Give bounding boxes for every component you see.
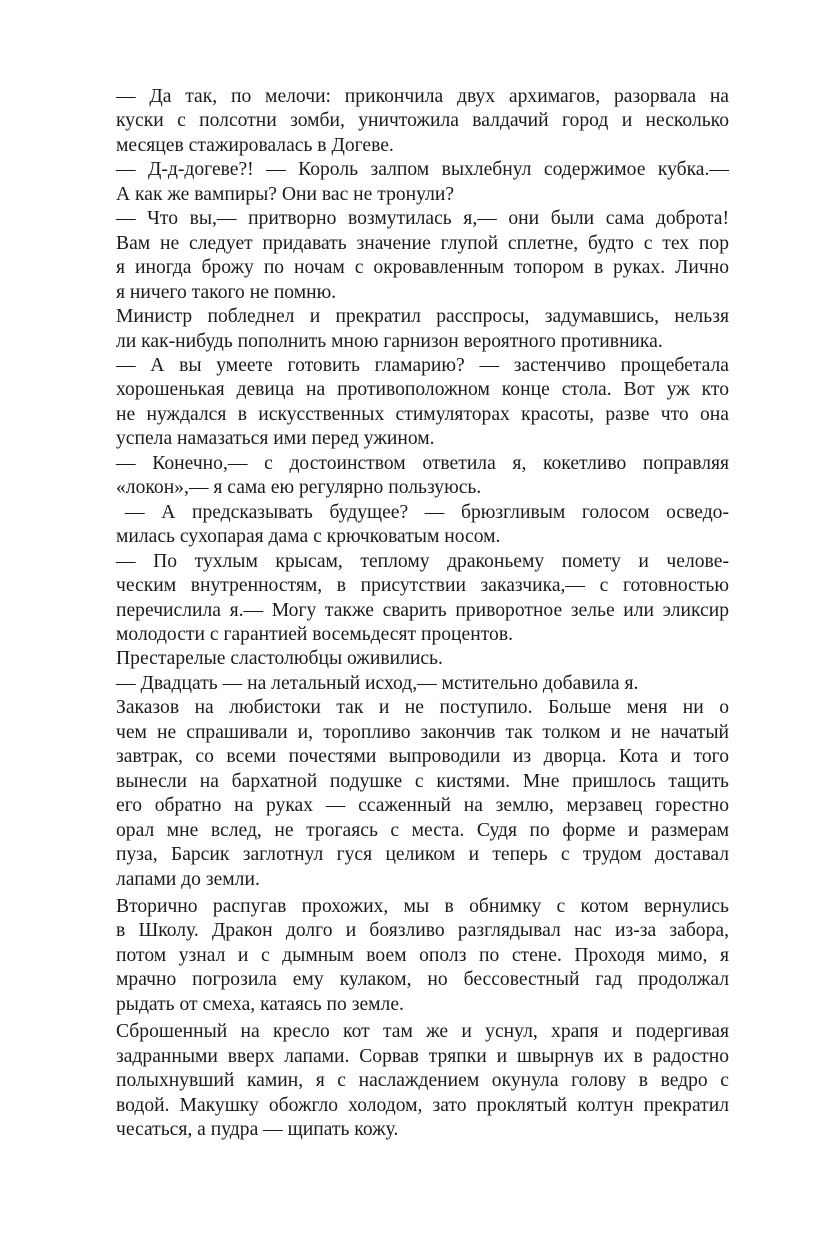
text-line: хорошенькая девица на противоположном конце стола. Вот уж кто [116, 379, 729, 401]
text-line: ческим внутренностям, в присутствии заказчика,— с готовностью [116, 575, 729, 597]
paragraph [89, 672, 729, 696]
text-line: потом узнал и с дымным воем ополз по стене. Проходя мимо, я [116, 944, 729, 966]
text-line: Сброшенный на кресло кот там же и уснул, храпя и подергивая [116, 1021, 729, 1043]
text-line: пуза, Барсик заглотнул гуся целиком и теперь с трудом доставал [116, 844, 729, 866]
text-line: Министр побледнел и прекратил расспросы, задумавшись, нельзя [116, 306, 729, 328]
text-line: вынесли на бархатной подушке с кистями. Мне пришлось тащить [116, 770, 729, 792]
paragraph [89, 647, 729, 671]
paragraph [89, 452, 729, 501]
text-line: — Д-д-догеве?! — Король залпом выхлебнул содержимое кубка.— [116, 159, 729, 181]
paragraph [89, 85, 729, 158]
text-line: орал мне вслед, не трогаясь с места. Судя по форме и размерам [116, 819, 729, 841]
text-line: молодости с гарантией восемьдесят процентов. [116, 623, 513, 645]
text-line: ли как-нибудь пополнить мною гарнизон вероятного противника. [116, 330, 663, 352]
text-line: его обратно на руках — ссаженный на землю, мерзавец горестно [116, 795, 729, 817]
text-line: чесаться, а пудра — щипать кожу. [116, 1119, 399, 1141]
paragraph [89, 354, 729, 452]
text-line: успела намазаться ими перед ужином. [116, 428, 435, 450]
text-line: задранными вверх лапами. Сорвав тряпки и швырнув их в радостно [116, 1045, 729, 1067]
text-line: Престарелые сластолюбцы оживились. [116, 648, 443, 670]
text-line: — Конечно,— с достоинством ответила я, кокетливо поправляя [116, 452, 729, 474]
text-line: не нуждался в искусственных стимуляторах красоты, разве что она [116, 403, 729, 425]
text-line: месяцев стажировалась в Догеве. [116, 134, 394, 156]
paragraph [89, 305, 729, 354]
paragraph [89, 696, 729, 892]
text-line: полыхнувший камин, я с наслаждением окунула голову в ведро с [116, 1070, 729, 1092]
text-line: я иногда брожу по ночам с окровавленным топором в руках. Лично [116, 257, 729, 279]
text-line: чем не спрашивали и, торопливо закончив так толком и не начатый [116, 721, 729, 743]
text-line: — По тухлым крысам, теплому драконьему помету и человe- [116, 550, 729, 572]
text-line: Вам не следует придавать значение глупой сплетне, будто с тех пор [116, 232, 729, 254]
text-line: «локон»,— я сама ею регулярно пользуюсь. [116, 477, 482, 499]
text-line: рыдать от смеха, катаясь по земле. [116, 993, 404, 1015]
text-line: лапами до земли. [116, 868, 260, 890]
book-page [89, 85, 729, 1142]
text-line: в Школу. Дракон долго и боязливо разглядывал нас из-за забора, [116, 920, 729, 942]
paragraph [89, 550, 729, 648]
text-line: водой. Макушку обожгло холодом, зато проклятый колтун прекратил [116, 1094, 729, 1116]
text-line: завтрак, со всеми почестями выпроводили из дворца. Кота и того [116, 746, 729, 768]
paragraph [89, 895, 729, 1017]
text-line: мрачно погрозила ему кулаком, но бессовестный гад продолжал [116, 969, 729, 991]
text-line: Заказов на любистоки так и не поступило. Больше меня ни о [116, 697, 729, 719]
text-line: куски с полсотни зомби, уничтожила валдачий город и несколько [116, 110, 729, 132]
text-line: А как же вампиры? Они вас не тронули? [116, 183, 455, 205]
text-line: перечислила я.— Могу также сварить приворотное зелье или эликсир [116, 599, 729, 621]
text-line: — А предсказывать будущее? — брюзгливым голосом осведо- [125, 501, 729, 523]
text-line: — А вы умеете готовить гламарию? — застенчиво прощебетала [116, 354, 729, 376]
text-line: Вторично распугав прохожих, мы в обнимку с котом вернулись [116, 895, 729, 917]
text-line: милась сухопарая дама с крючковатым носом. [116, 526, 501, 548]
paragraph [89, 207, 729, 305]
paragraph [89, 1020, 729, 1142]
paragraph [89, 158, 729, 207]
text-line: я ничего такого не помню. [116, 281, 337, 303]
text-line: — Что вы,— притворно возмутилась я,— они были сама доброта! [116, 208, 729, 230]
text-line: — Двадцать — на летальный исход,— мстительно добавила я. [116, 672, 639, 694]
text-line: — Да так, по мелочи: прикончила двух архимагов, разорвала на [116, 86, 729, 107]
paragraph [89, 501, 729, 550]
